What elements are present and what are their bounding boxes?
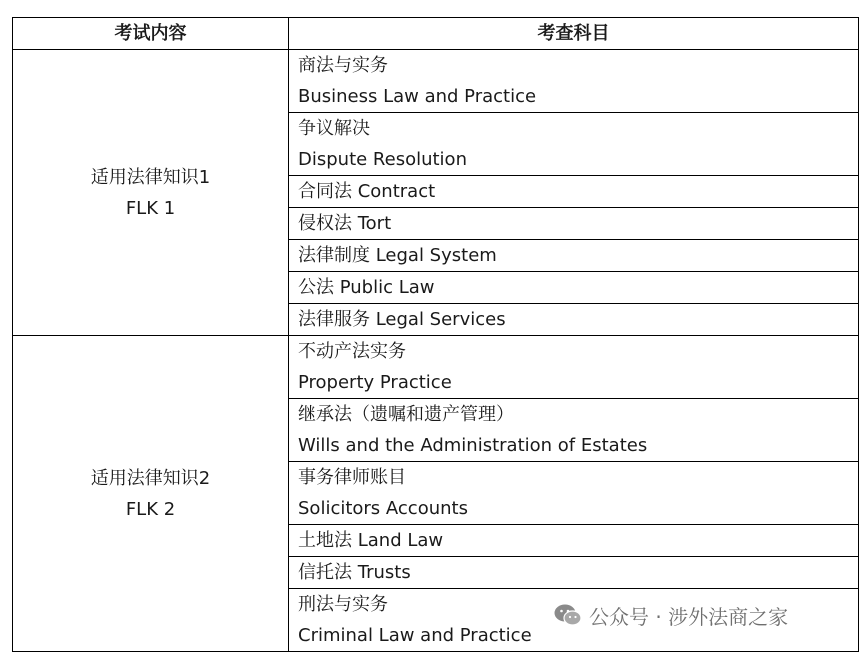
subject-cell [289,336,859,399]
watermark-text: 公众号 · 涉外法商之家 [589,604,789,629]
subject-name: 信托法 Trusts [298,562,411,583]
subject-name-cn: 不动产法实务 [298,341,406,362]
group-name-en: FLK 2 [125,498,176,520]
subject-name-en: Property Practice [298,372,452,393]
wechat-icon [553,602,583,628]
subject-name-en: Dispute Resolution [298,149,467,170]
group-name-en: FLK 1 [125,197,176,219]
subject-name: 法律服务 Legal Services [298,309,506,330]
subject-name-en: Criminal Law and Practice [298,625,532,646]
subject-name-en: Business Law and Practice [298,86,537,107]
group-cell-flk1 [13,50,289,336]
subject-name-en: Wills and the Administration of Estates [298,435,648,456]
header-subjects: 考查科目 [289,18,859,50]
subject-cell [289,208,859,240]
subject-name: 土地法 Land Law [298,530,444,551]
subject-cell [289,304,859,336]
subject-name: 公法 Public Law [298,277,435,298]
subject-name: 法律制度 Legal System [298,245,497,266]
table-row [13,336,859,399]
subject-cell [289,399,859,462]
table-row [13,50,859,113]
subject-name-cn: 事务律师账目 [298,467,406,488]
group-cell-flk2 [13,336,289,652]
subject-name-cn: 继承法（遗嘱和遗产管理） [298,404,514,425]
watermark [553,600,788,630]
header-row [13,18,859,50]
subject-cell [289,557,859,589]
subject-cell [289,113,859,176]
subject-name-en: Solicitors Accounts [298,498,468,519]
group-name-cn: 适用法律知识1 [90,166,211,188]
subject-name-cn: 刑法与实务 [298,594,388,615]
subject-cell [289,240,859,272]
subject-cell [289,176,859,208]
subject-cell [289,462,859,525]
subject-cell [289,272,859,304]
subject-cell [289,50,859,113]
subject-name-cn: 争议解决 [298,118,370,139]
header-content: 考试内容 [13,18,289,50]
subject-name: 侵权法 Tort [298,213,392,234]
subject-name-cn: 商法与实务 [298,55,388,76]
exam-subjects-table [12,17,859,652]
subject-cell [289,525,859,557]
group-name-cn: 适用法律知识2 [90,467,211,489]
subject-name: 合同法 Contract [298,181,436,202]
